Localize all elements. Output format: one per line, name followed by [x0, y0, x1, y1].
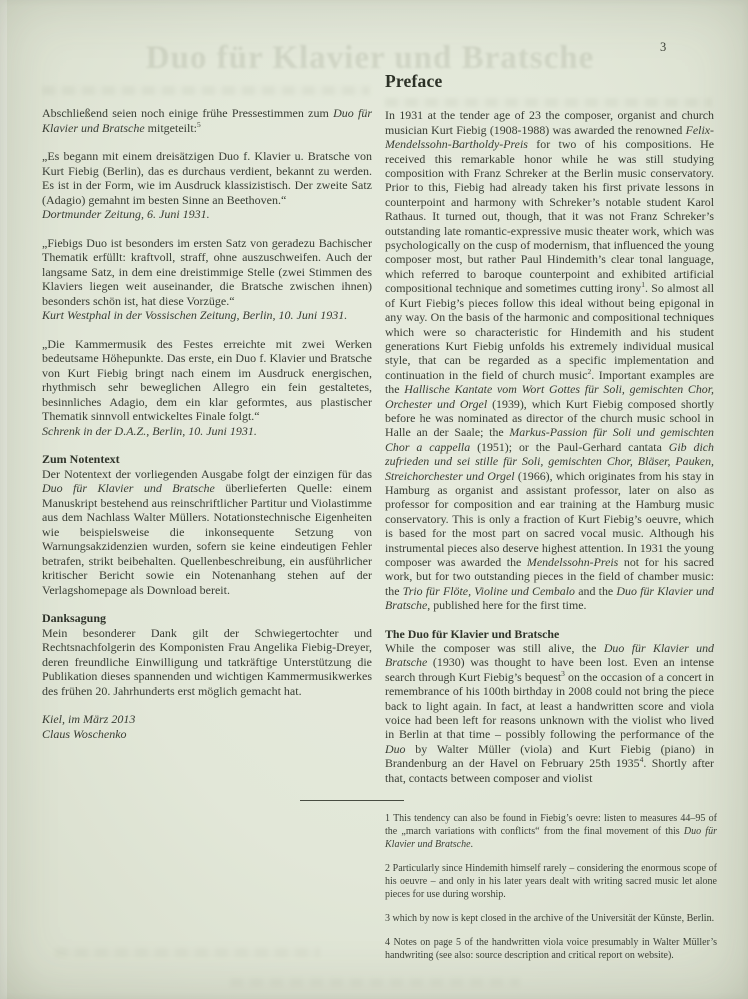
section-heading	[42, 611, 372, 626]
text-run: Hallische Kantate vom Wort Gottes für Soli, gemischten Chor, Orchester und Orgel	[385, 382, 714, 411]
text-run: Dortmunder Zeitung, 6. Juni 1931.	[42, 207, 210, 221]
text-run: Der Notentext der vorliegenden Ausgabe folgt der einzigen für das	[42, 466, 372, 481]
footnote	[385, 862, 717, 901]
text-run: mitgeteilt:	[144, 120, 197, 135]
text-run: Abschließend seien noch einige frühe Pressestimmen zum	[42, 106, 334, 120]
text-run: (1966), which originates from his stay in Hamburg as organist and assistant professor, later on also as professor for composition and ear training at the Hamburg music conservatory. This is only a fraction of Kurt Fiebig’s oeuvre, which is based for the most part on sacred vocal music. Although his instrumental pieces also deserve highest attention. In 1931 the young composer was awarded the	[385, 468, 714, 569]
text-run: Preface	[385, 71, 443, 91]
text-run: While the composer was still alive, the	[385, 641, 604, 656]
footnote	[385, 812, 717, 851]
text-run: Duo für Klavier und Bratsche	[385, 583, 715, 613]
text-run: Duo für Klavier und Bratsche	[385, 641, 714, 670]
text-run: . So almost all of Kurt Fiebig’s pieces follow this ideal without being epigonal in any way. On the basis of the harmonic and compositional techniques which were so characteristic for Hindemith and his student generations Kurt Fiebig unfolds his extremely individual musical style, that can be regarded as a specific implementation and continuation in the field of church music	[385, 281, 714, 382]
text-run: In 1931 at the tender age of 23 the composer, organist and church musician Kurt Fiebig (1908-1988) was awarded the renowned	[385, 108, 714, 137]
text-run: Markus-Passion für Soli und gemischten Chor a cappella	[385, 425, 714, 454]
text-run: Trio für Flöte, Violine und Cembalo	[402, 583, 575, 598]
signature	[42, 712, 372, 741]
text-run: Duo für Klavier und Bratsche	[385, 826, 717, 850]
text-run: Duo für Klavier und Bratsche	[42, 106, 372, 135]
text-run: Duo	[385, 741, 406, 756]
quote-attribution	[42, 424, 372, 439]
text-run: 4 Notes on page 5 of the handwritten viola voice presumably in Walter Müller’s handwriting (see also: source description and critical report on website).	[385, 937, 717, 961]
text-run: . Shortly after that, contacts between composer and violist	[385, 756, 715, 785]
text-run: 1 This tendency can also be found in Fiebig’s oevre: listen to measures 44–95 of the „march variations with conflicts“ from the final movement of this	[385, 813, 717, 837]
footnote-marker: 1	[641, 280, 645, 290]
text-run: Schrenk in der D.A.Z., Berlin, 10. Juni 1931.	[42, 423, 257, 438]
footnote-marker: 4	[639, 755, 644, 765]
text-run: Mendelssohn-Preis	[526, 555, 619, 569]
text-run: Mein besonderer Dank gilt der Schwiegertochter und Rechtsnachfolgerin des Komponisten Frau Angelika Fiebig-Dreyer, deren freundliche Einwilligung und tatkräftige Unterstützung die Publikation dieses spannenden und wichtigen Kammermusikwerkes des frühen 20. Jahrhunderts erst möglich gemacht hat.	[42, 625, 372, 698]
text-run: „Fiebigs Duo ist besonders im ersten Satz von geradezu Bachischer Thematik erfüllt: kraftvoll, straff, ohne auszuschweifen. Auch der langsame Satz, in dem eine dreistimmige Stelle (zwei Stimmen des Klaviers liegen weit auseinander, die Bratsche zwischen ihnen) besonders schön ist, hat diese Vorzüge.“	[42, 235, 372, 308]
text-run: 2 Particularly since Hindemith himself rarely – considering the enormous scope of his oeuvre – and only in his later years dealt with writing sacred music let alone pieces for use during worship.	[385, 863, 717, 900]
text-run: The Duo für Klavier und Bratsche	[385, 626, 560, 641]
text-run: Danksagung	[42, 611, 107, 625]
text-run: (1930) was thought to have been lost. Even an intense search through Kurt Fiebig’s bequest	[385, 655, 714, 684]
text-run: Claus Woschenko	[42, 726, 127, 741]
footnote-separator-rule	[300, 800, 404, 801]
press-quote	[42, 236, 372, 309]
text-run: . Important examples are the	[385, 367, 714, 397]
left-column	[42, 106, 372, 741]
footnote	[385, 936, 717, 962]
text-run: not for his sacred work, but for two outstanding pieces in the field of chamber music: the	[385, 555, 714, 598]
bleed-through-text	[55, 948, 320, 957]
paragraph	[385, 108, 714, 612]
text-run: Kiel, im März 2013	[42, 712, 136, 726]
press-quote	[42, 337, 372, 424]
text-run: Kurt Westphal in der Vossischen Zeitung, Berlin, 10. Juni 1931.	[42, 308, 348, 322]
text-run: .	[470, 839, 474, 850]
section-heading	[385, 627, 714, 641]
footnote-marker: 2	[587, 366, 592, 376]
bleed-through-text	[230, 978, 520, 987]
text-run: for two of his compositions. He received this remarkable honor while he was still studying composition with Franz Schreker at the Berlin music conservatory. Prior to this, Fiebig had already taken his first private lessons in counterpoint and harmony with Schreker’s notable student Karol Rathaus. It turned out, though, that it was not Franz Schreker’s outstanding late romantic-expressive music theater work, which was psychologically on the cusp of modernism, that influenced the young composer most, but rather Paul Hindemith’s clear tonal language, which referred to baroque counterpoint and exhibited artificial compositional technique and sometimes cutting irony	[385, 137, 714, 296]
quote-attribution	[42, 308, 372, 323]
paragraph	[42, 467, 372, 598]
quote-attribution	[42, 207, 372, 222]
page-number: 3	[660, 40, 667, 54]
text-run: „Es begann mit einem dreisätzigen Duo f. Klavier u. Bratsche von Kurt Fiebig (Berlin), das es durchaus verdient, bekannt zu werden. Es ist in der Form, wie im Ausdruck klassizistisch. Der zweite Satz (Adagio) gemahnt im besten Sinne an Beethoven.“	[42, 149, 372, 207]
paragraph	[385, 641, 714, 785]
paragraph	[42, 626, 372, 699]
press-quote	[42, 149, 372, 207]
text-run: by Walter Müller (viola) and Kurt Fiebig (piano) in Brandenburg an der Havel on February 25th 1935	[385, 741, 714, 771]
text-run: Zum Notentext	[42, 452, 120, 466]
bleed-through-text	[42, 86, 370, 95]
preface-heading	[385, 71, 714, 91]
paragraph	[42, 106, 372, 135]
bleed-through-title: Duo für Klavier und Bratsche	[145, 40, 595, 76]
footnotes-section	[385, 812, 717, 973]
footnote-marker: 5	[196, 119, 201, 129]
section-heading	[42, 452, 372, 467]
page-edge-highlight	[0, 0, 7, 999]
footnote	[385, 912, 717, 925]
text-run: (1951); or the Paul-Gerhard cantata	[470, 439, 669, 454]
text-run: (1939), which Kurt Fiebig composed shortly before he was nominated as director of the church music school in Halle an der Saale; the	[385, 396, 714, 440]
text-run: überlieferten Quelle: einem Manuskript bestehend aus reinschriftlicher Partitur und Violastimme aus dem Nachlass Walter Müllers. Notationstechnische Eigenheiten wie beispielsweise die inkonsequente Setzung von Warnungsakzidenzien wurden, sofern sie keine eindeutigen Fehler betrafen, strikt beibehalten. Quellenbeschreibung, ein ausführlicher kritischer Bericht sowie ein Notenanhang stehen auf der Verlagshomepage als Download bereit.	[42, 481, 372, 597]
text-run: Gib dich zufrieden und sei stille für Soli, gemischten Chor, Bläser, Pauken, Streichorchester und Orgel	[385, 439, 714, 483]
text-run: on the occasion of a concert in remembrance of his 100th birthday in 2008 could not bring the piece back to light again. In fact, at least a handwritten score and viola voice had been left for reasons unknown with the violist who lived in Berlin at that time – possibly following the performance of the	[385, 669, 715, 742]
right-column	[385, 71, 715, 799]
text-run: 3 which by now is kept closed in the archive of the Universität der Künste, Berlin.	[385, 913, 715, 924]
text-run: Duo für Klavier und Bratsche	[42, 481, 215, 495]
text-run: Felix-Mendelssohn-Bartholdy-Preis	[385, 122, 714, 152]
text-run: , published here for the first time.	[427, 598, 587, 613]
text-run: „Die Kammermusik des Festes erreichte mit zwei Werken bedeutsame Höhepunkte. Das erste, ein Duo f. Klavier und Bratsche von Kurt Fiebig bringt nach einem im Ausdruck energischen, rhythmisch sehr beweglichen Allegro ein fein gestaltetes, besinnliches Adagio, dem ein klar geformtes, aus plastischer Thematik sinnvoll entwickeltes Finale folgt.“	[42, 336, 372, 423]
text-run: and the	[575, 583, 617, 598]
footnote-marker: 3	[561, 668, 565, 678]
